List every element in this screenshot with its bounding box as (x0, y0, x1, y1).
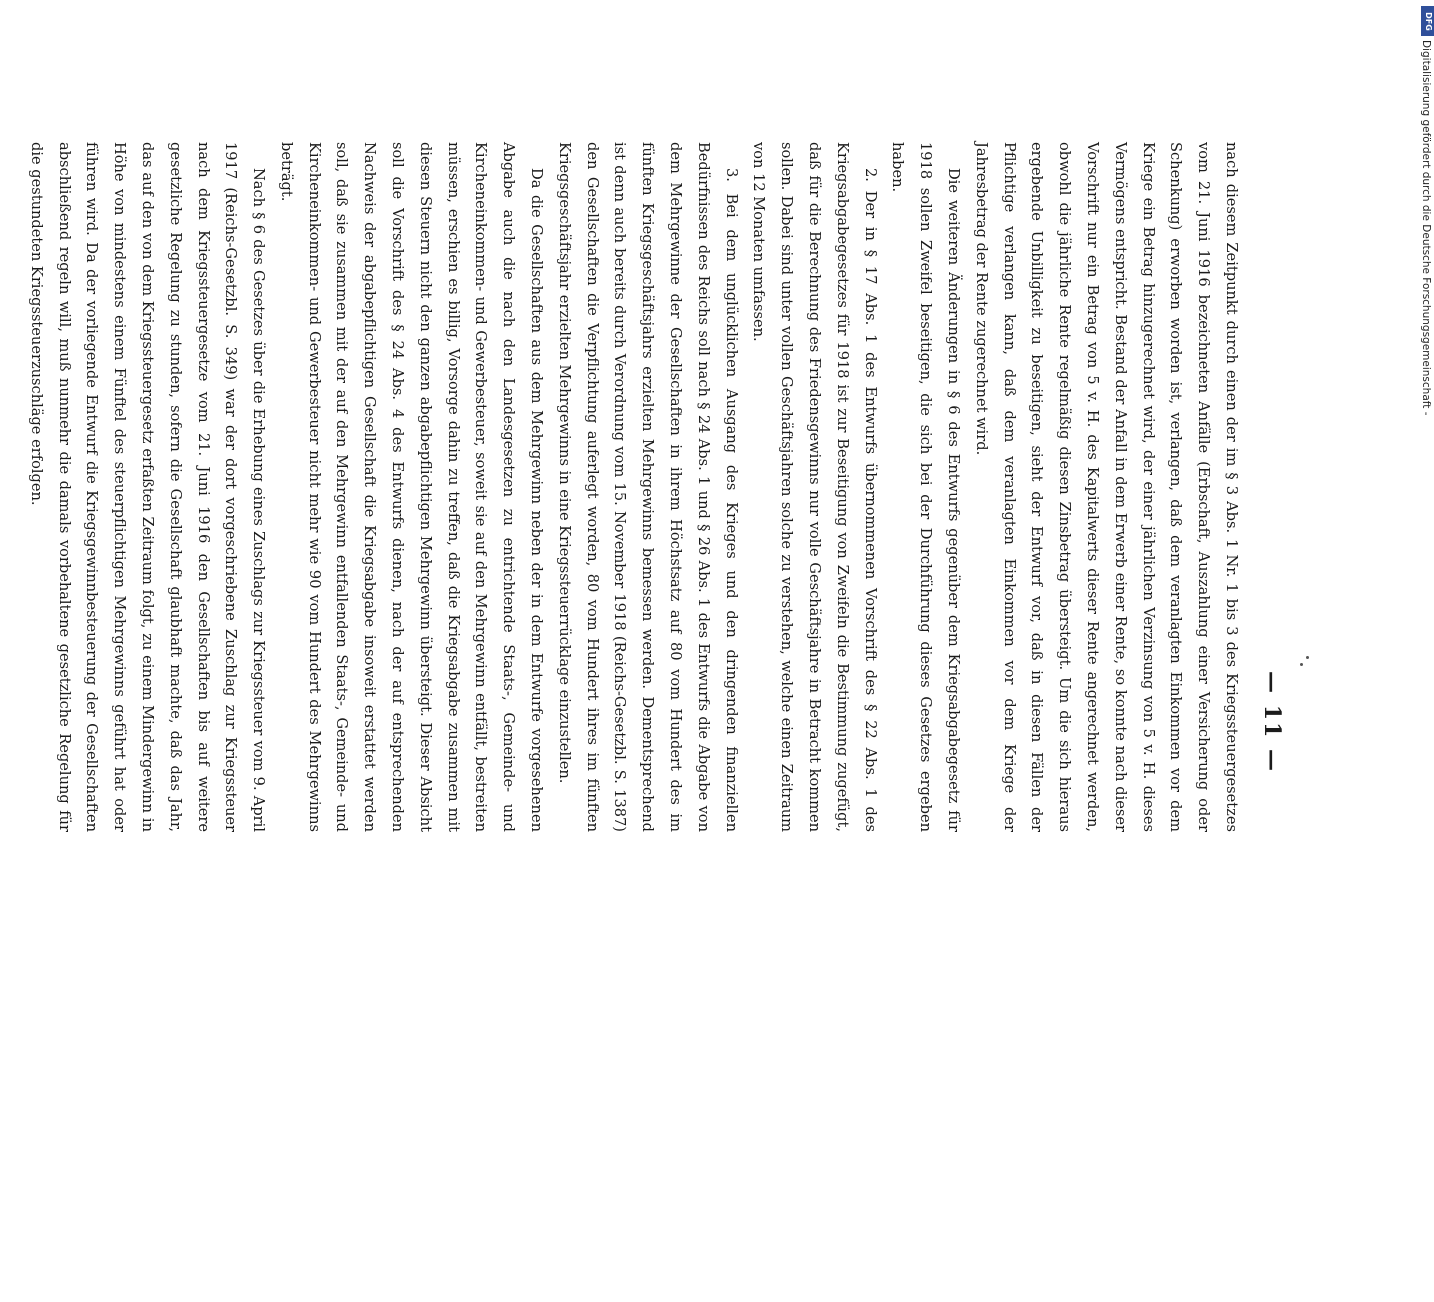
rotated-document-page (27, 142, 1285, 1292)
dfg-logo-text: DFG (1423, 11, 1433, 31)
dfg-logo (1421, 6, 1434, 36)
paragraph: Da die Gesellschaften aus dem Mehrgewinn neben der in dem Entwurfe vorgesehenen Abgabe auch die nach den Landesgesetzen zu entrichtende Staats-, Gemeinde- und Kircheneinkommen- und Gewerbesteuer, soweit sie auf den Mehrgewinn entfällt, bestreiten müssen, erschien es billig, Vorsorge dahin zu treffen, daß die Kriegsabgabe zusammen mit diesen Steuern nicht den ganzen abgabepflichtigen Mehrgewinn übersteigt. Dieser Absicht soll die Vorschrift des § 24 Abs. 4 des Entwurfs dienen, nach der auf entsprechenden Nachweis der abgabepflichtigen Gesellschaft die Kriegsabgabe insoweit erstattet werden soll, daß sie zusammen mit der auf den Mehrgewinn entfallenden Staats-, Gemeinde- und Kircheneinkommen- und Gewerbesteuer nicht mehr wie 90 vom Hundert des Mehrgewinns beträgt. (277, 142, 546, 832)
speck (1300, 663, 1303, 666)
paragraph: nach diesem Zeitpunkt durch einen der im § 3 Abs. 1 Nr. 1 bis 3 des Kriegssteuergesetzes vom 21. Juni 1916 bezeichneten Anfälle (Erbschaft, Auszahlung einer Versicherung oder Schenkung) erworben worden ist, verlangen, daß dem veranlagten Einkommen vor dem Kriege ein Betrag hinzugerechnet wird, der einer jährlichen Verzinsung von 5 v. H. dieses Vermögens entspricht. Bestand der Anfall in dem Erwerb einer Rente, so konnte nach dieser Vorschrift nur ein Betrag von 5 v. H. des Kapitalwerts dieser Rente angerechnet werden, obwohl die jährliche Rente regelmäßig diesen Zinsbetrag übersteigt. Um die sich hieraus ergebende Unbilligkeit zu beseitigen, sieht der Entwurf vor, daß in diesen Fällen der Pflichtige verlangen kann, daß dem veranlagten Einkommen vor dem Kriege der Jahresbetrag der Rente zugerechnet wird. (972, 142, 1240, 832)
paragraph: Nach § 6 des Gesetzes über die Erhebung eines Zuschlags zur Kriegssteuer vom 9. April 1917 (Reichs-Gesetzbl. S. 349) war der dort vorgeschriebene Zuschlag zur Kriegssteuer nach dem Kriegssteuergesetze vom 21. Juni 1916 den Gesellschaften bis auf weitere gesetzliche Regelung zu stunden, sofern die Gesellschaft glaubhaft machte, daß das Jahr, das auf den von dem Kriegssteuergesetz erfaßten Zeitraum folgt, zu einem Mindergewinn in Höhe von mindestens einem Fünftel des steuerpflichtigen Mehrgewinns geführt hat oder führen wird. Da der vorliegende Entwurf die Kriegsgewinnbesteuerung der Gesellschaften abschließend regeln will, muß nunmehr die damals vorbehaltene gesetzliche Regelung für die gestundeten Kriegssteuerzuschläge erfolgen. (27, 142, 268, 832)
body-text (22, 142, 1245, 832)
credit-text: Digitalisierung gefördert durch die Deutsche Forschungsgemeinschaft - (1420, 40, 1432, 416)
paragraph: Die weiteren Änderungen in § 6 des Entwurfs gegenüber dem Kriegsabgabegesetz für 1918 sollen Zweifel beseitigen, die sich bei der Durchführung dieses Gesetzes ergeben haben. (889, 142, 963, 832)
paragraph: 3. Bei dem unglücklichen Ausgang des Krieges und den dringenden finanziellen Bedürfnissen des Reichs soll nach § 24 Abs. 1 und § 26 Abs. 1 des Entwurfs die Abgabe von dem Mehrgewinne der Gesellschaften in ihrem Höchstsatz auf 80 vom Hundert des im fünften Kriegsgeschäftsjahrs erzielten Mehrgewinns bemessen werden. Dementsprechend ist denn auch bereits durch Verordnung vom 15. November 1918 (Reichs-Gesetzbl. S. 1387) den Gesellschaften die Verpflichtung auferlegt worden, 80 vom Hundert ihres im fünften Kriegsgeschäftsjahr erzielten Mehrgewinns in eine Kriegssteuerrücklage einzustellen. (555, 142, 740, 832)
page-content (27, 142, 1285, 1302)
digitization-credit (1410, 40, 1434, 460)
page-number: — 11 — (1259, 671, 1285, 773)
speck (1306, 656, 1309, 659)
paragraph: 2. Der in § 17 Abs. 1 des Entwurfs übernommenen Vorschrift des § 22 Abs. 1 des Kriegsabgabegesetzes für 1918 ist zur Beseitigung von Zweifeln die Bestimmung zugefügt, daß für die Berechnung des Friedensgewinns nur volle Geschäftsjahre in Betracht kommen sollen. Dabei sind unter vollen Geschäftsjahren solche zu verstehen, welche einen Zeitraum von 12 Monaten umfassen. (750, 142, 879, 832)
